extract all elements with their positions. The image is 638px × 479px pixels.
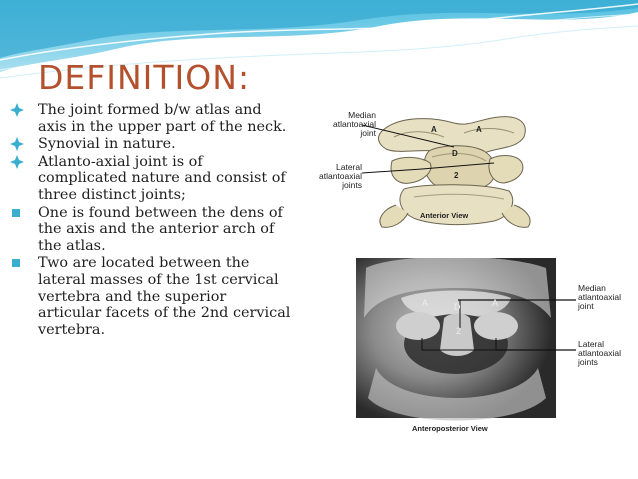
xray-median-joint-label: Median atlantoaxial joint <box>578 283 622 311</box>
letter-a-left: A <box>431 125 437 134</box>
bullet-item <box>8 136 293 153</box>
xray-letter-a-left: A <box>422 298 429 308</box>
xray-letter-2: 2 <box>456 326 462 336</box>
square-bullet-icon <box>12 209 20 217</box>
bullet-item <box>8 154 293 204</box>
xray-letter-d: D <box>454 302 461 312</box>
diamond-bullet-icon <box>10 155 24 169</box>
anterior-view-figure <box>304 97 636 239</box>
bullet-item <box>8 255 293 338</box>
median-joint-label: Median atlantoaxial joint <box>332 110 376 138</box>
bullet-item <box>8 205 293 255</box>
anterior-view-caption: Anterior View <box>420 211 469 220</box>
letter-2: 2 <box>454 171 459 180</box>
bullet-text: The joint formed b/w atlas and axis in the upper part of the neck. <box>38 102 287 135</box>
bullet-text: Synovial in nature. <box>38 136 176 153</box>
bullet-text: Atlanto-axial joint is of complicated nature and consist of three distinct joints; <box>38 153 286 203</box>
xray-lateral-joints-label: Lateral atlantoaxial joints <box>578 339 622 367</box>
slide-title: DEFINITION: <box>38 58 251 97</box>
letter-d: D <box>452 149 458 158</box>
lateral-joints-label: Lateral atlantoaxial joints <box>318 162 362 190</box>
xray-letter-a-right: A <box>492 298 499 308</box>
letter-a-right: A <box>476 125 482 134</box>
bullet-text: One is found between the dens of the axis and the anterior arch of the atlas. <box>38 204 283 254</box>
diamond-bullet-icon <box>10 137 24 151</box>
bullet-text: Two are located between the lateral masses of the 1st cervical vertebra and the superior articular facets of the 2nd cervical vertebra. <box>38 255 291 338</box>
anteroposterior-view-caption: Anteroposterior View <box>412 424 488 433</box>
anteroposterior-view-figure <box>356 258 638 442</box>
diamond-bullet-icon <box>10 103 24 117</box>
bullet-item <box>8 102 293 135</box>
bullet-list <box>8 102 293 339</box>
square-bullet-icon <box>12 259 20 267</box>
